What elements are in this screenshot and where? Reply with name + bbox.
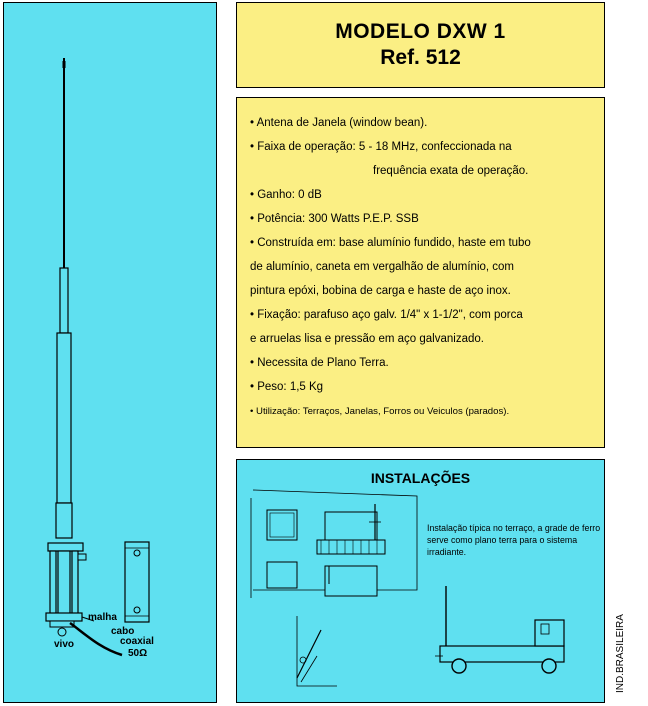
spec-item: • Ganho: 0 dB xyxy=(250,189,322,201)
wheel-icon xyxy=(452,659,466,673)
mount-bracket-bottom xyxy=(46,613,82,621)
antenna-upper-tube xyxy=(60,268,68,333)
title-box xyxy=(236,2,605,88)
spec-item: • Necessita de Plano Terra. xyxy=(250,357,389,369)
spec-item: • Faixa de operação: 5 - 18 MHz, confeccionada na frequência exata de operação. xyxy=(250,141,529,177)
specs-box xyxy=(236,97,605,448)
roof-corner xyxy=(297,616,337,686)
label-malha: malha xyxy=(88,612,117,623)
antenna-coil xyxy=(56,503,72,538)
mount-bracket-top xyxy=(48,543,83,551)
spec-item: • Antena de Janela (window bean). xyxy=(250,117,428,129)
model-title: MODELO DXW 1 xyxy=(335,20,506,43)
balcony-icon xyxy=(325,566,377,596)
window-icon xyxy=(267,510,297,540)
spec-item: • Construída em: base alumínio fundido, haste em tubo de alumínio, caneta em vergalhão de alumínio, com pintura epóxi, bobina de carga e haste de aço inox. xyxy=(250,237,531,297)
model-reference: Ref. 512 xyxy=(380,46,461,69)
side-mount-plate xyxy=(125,542,149,622)
spec-item: • Peso: 1,5 Kg xyxy=(250,381,324,393)
label-cabo: cabo xyxy=(111,626,135,637)
antenna-drawing-panel xyxy=(3,2,217,703)
label-impedance: 50Ω xyxy=(128,648,148,659)
installation-box xyxy=(236,459,605,703)
installation-illustrations xyxy=(237,460,606,704)
label-coaxial: coaxial xyxy=(120,636,154,647)
antenna-middle-tube xyxy=(57,333,71,503)
installation-note: Instalação típica no terraço, a grade de ferro serve como plano terra para o sistema irradiante. xyxy=(427,523,601,557)
antenna-illustration xyxy=(4,3,218,704)
manufacturer-credit: IND.BRASILEIRA xyxy=(615,614,626,693)
spec-item: • Utilização: Terraços, Janelas, Forros ou Veiculos (parados). xyxy=(250,406,510,417)
label-vivo: vivo xyxy=(54,639,75,650)
wheel-icon xyxy=(542,659,556,673)
antenna-base xyxy=(58,551,70,621)
spec-item: • Fixação: parafuso aço galv. 1/4" x 1-1/2", com porca e arruelas lisa e pressão em aço galvanizado. xyxy=(250,309,523,345)
window-icon xyxy=(267,562,297,588)
spec-item: • Potência: 300 Watts P.E.P. SSB xyxy=(250,213,419,225)
installation-title: INSTALAÇÕES xyxy=(370,470,471,486)
